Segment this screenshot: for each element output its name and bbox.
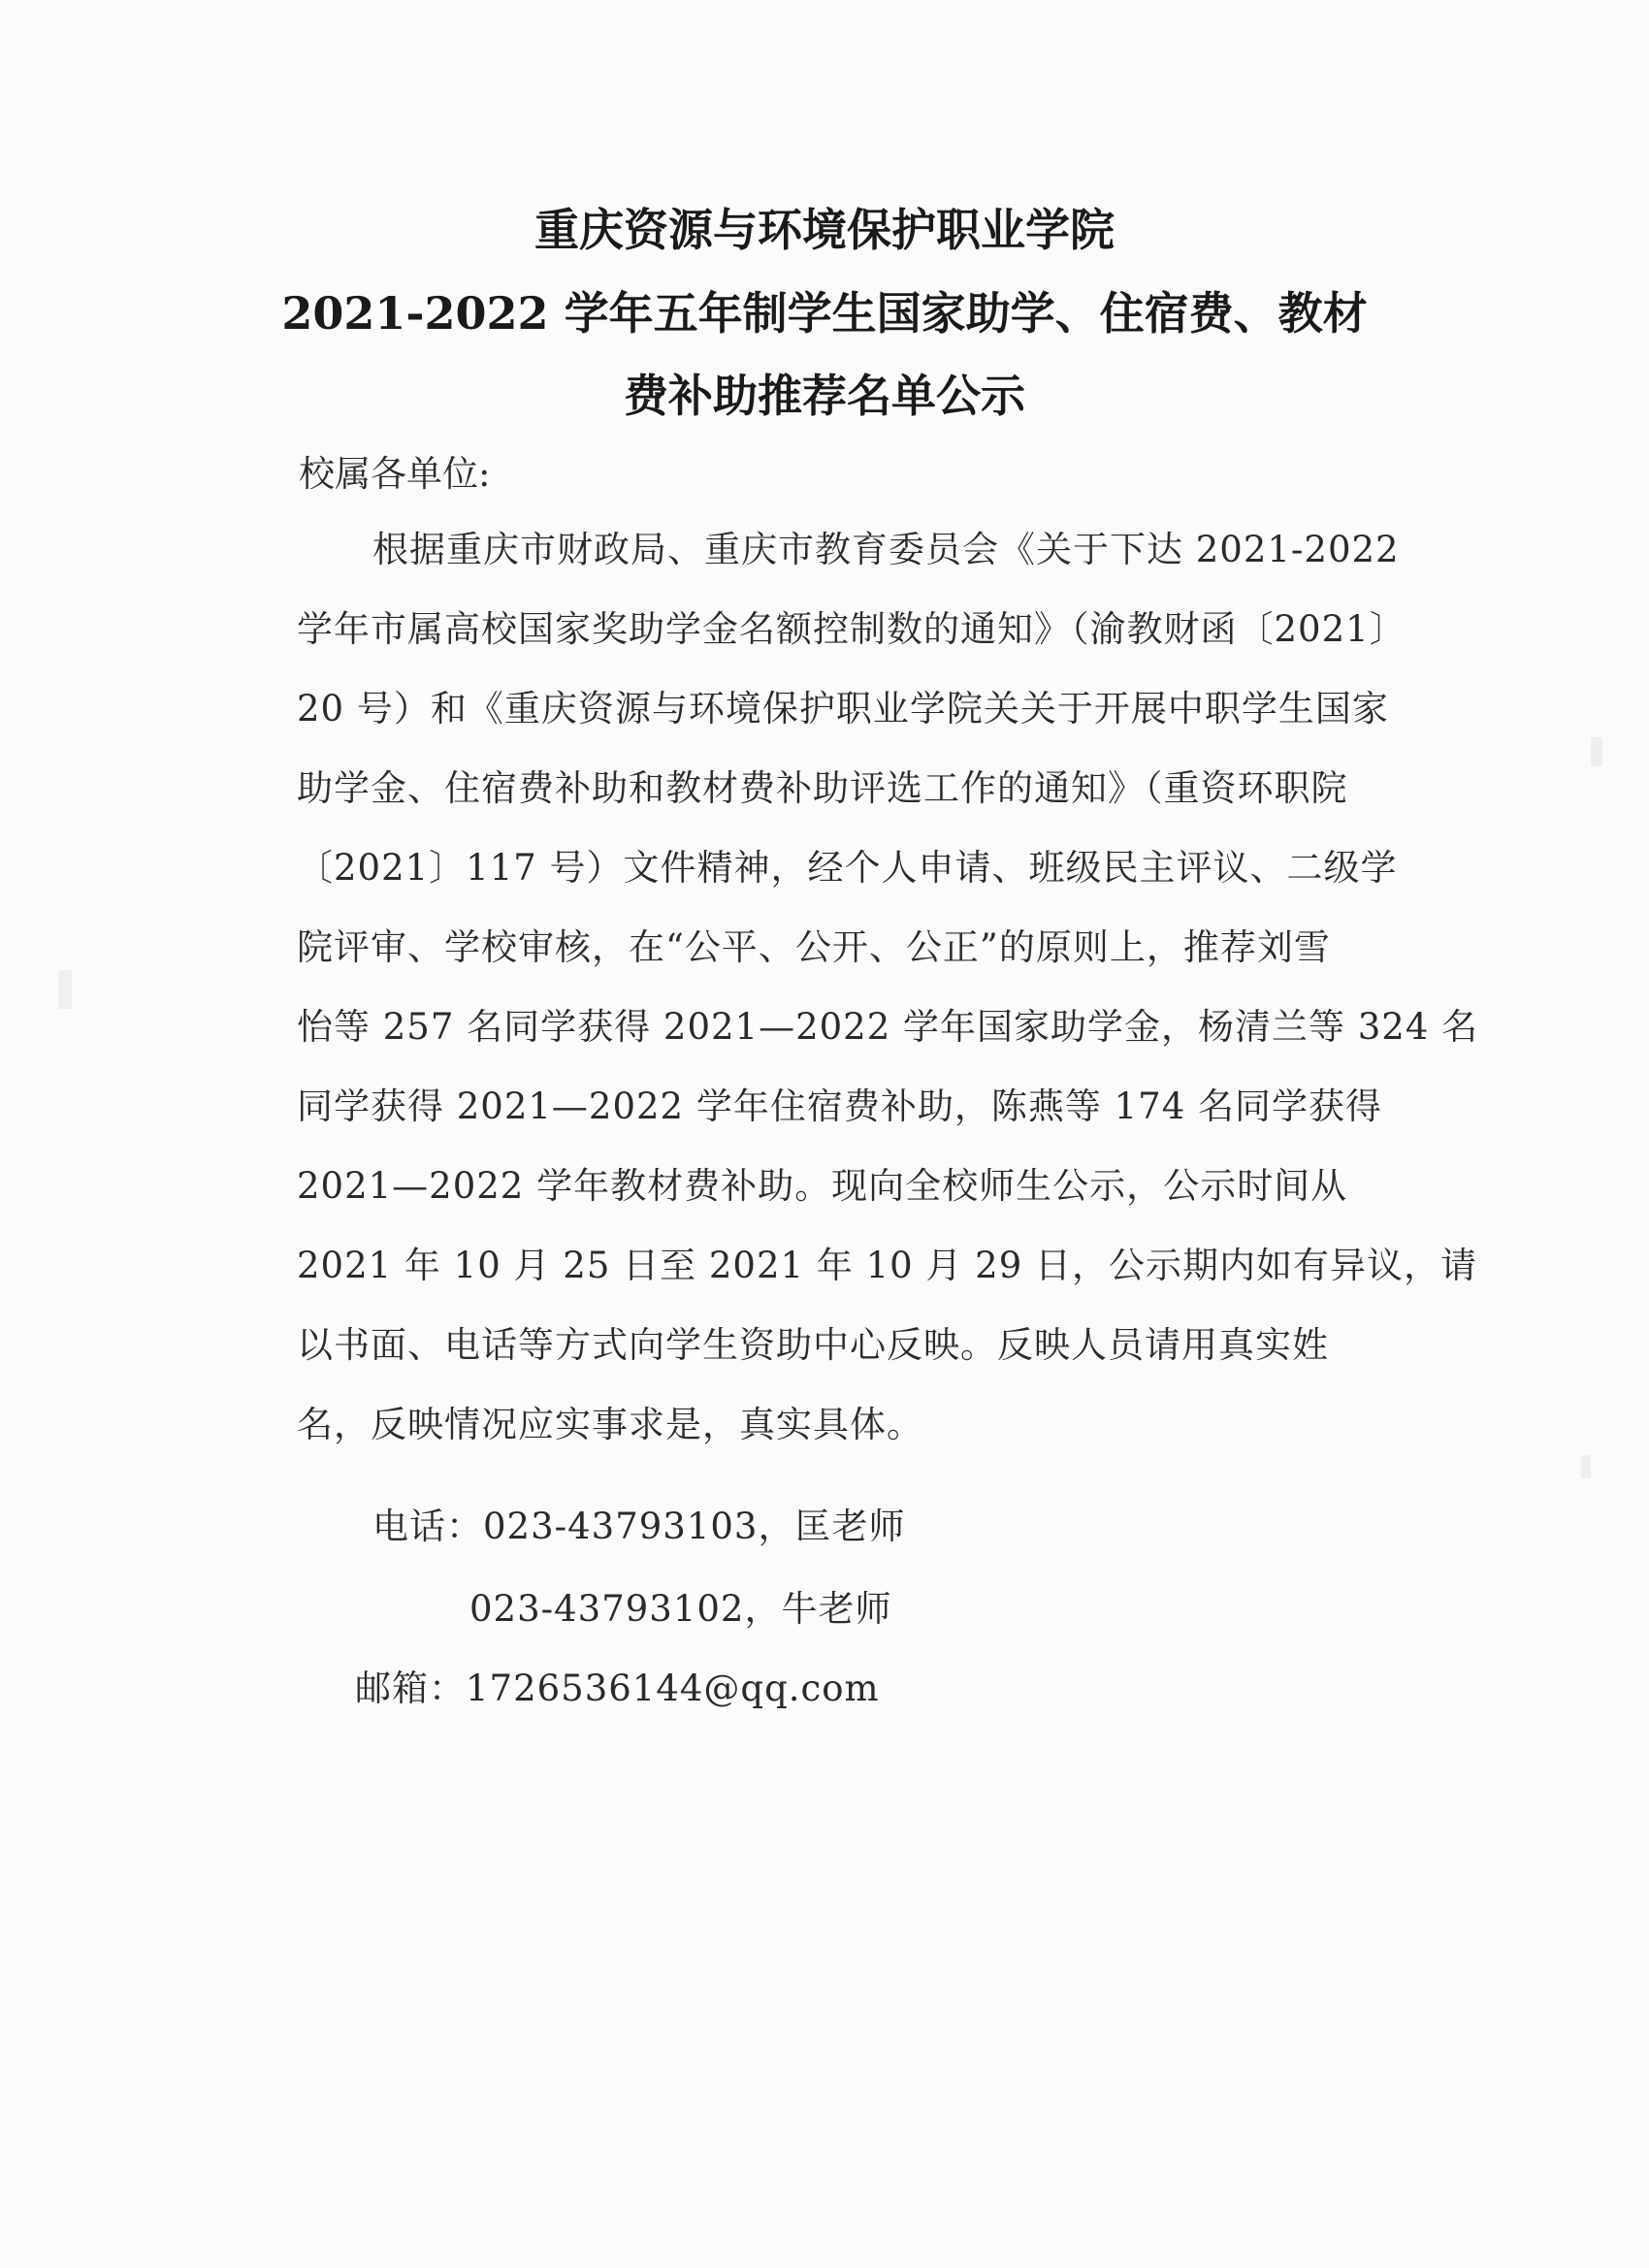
contact-email: 邮箱：1726536144@qq.com [355, 1668, 880, 1709]
body-line: 以书面、电话等方式向学生资助中心反映。反映人员请用真实姓 [297, 1324, 1329, 1366]
body-line: 院评审、学校审核，在“公平、公开、公正”的原则上，推荐刘雪 [297, 926, 1331, 968]
scan-artifact [58, 970, 72, 1009]
scan-artifact [1591, 737, 1602, 766]
document-title-line-1: 重庆资源与环境保护职业学院 [534, 204, 1115, 256]
body-line: 20 号）和《重庆资源与环境保护职业学院关关于开展中职学生国家 [297, 688, 1389, 729]
body-line: 2021 年 10 月 25 日至 2021 年 10 月 29 日，公示期内如有异议，请 [297, 1245, 1478, 1286]
body-line: 名，反映情况应实事求是，真实具体。 [297, 1404, 923, 1445]
body-line: 助学金、住宿费补助和教材费补助评选工作的通知》（重资环职院 [297, 767, 1348, 809]
scan-artifact [1581, 1455, 1591, 1478]
document-title-line-3: 费补助推荐名单公示 [624, 370, 1025, 422]
body-line: 〔2021〕117 号）文件精神，经个人申请、班级民主评议、二级学 [297, 847, 1398, 889]
body-line: 学年市属高校国家奖助学金名额控制数的通知》（渝教财函〔2021〕 [297, 608, 1406, 650]
body-line: 同学获得 2021—2022 学年住宿费补助，陈燕等 174 名同学获得 [297, 1085, 1382, 1127]
salutation: 校属各单位: [299, 453, 491, 495]
contact-phone-1: 电话：023-43793103，匡老师 [372, 1506, 906, 1547]
contact-phone-2: 023-43793102，牛老师 [469, 1588, 892, 1630]
body-line: 根据重庆市财政局、重庆市教育委员会《关于下达 2021-2022 [372, 529, 1400, 570]
body-line: 2021—2022 学年教材费补助。现向全校师生公示，公示时间从 [297, 1165, 1348, 1207]
document-title-line-2: 2021-2022 学年五年制学生国家助学、住宿费、教材 [281, 287, 1368, 340]
body-paragraph [297, 529, 1479, 1486]
body-line: 怡等 257 名同学获得 2021—2022 学年国家助学金，杨清兰等 324 名 [297, 1006, 1479, 1048]
